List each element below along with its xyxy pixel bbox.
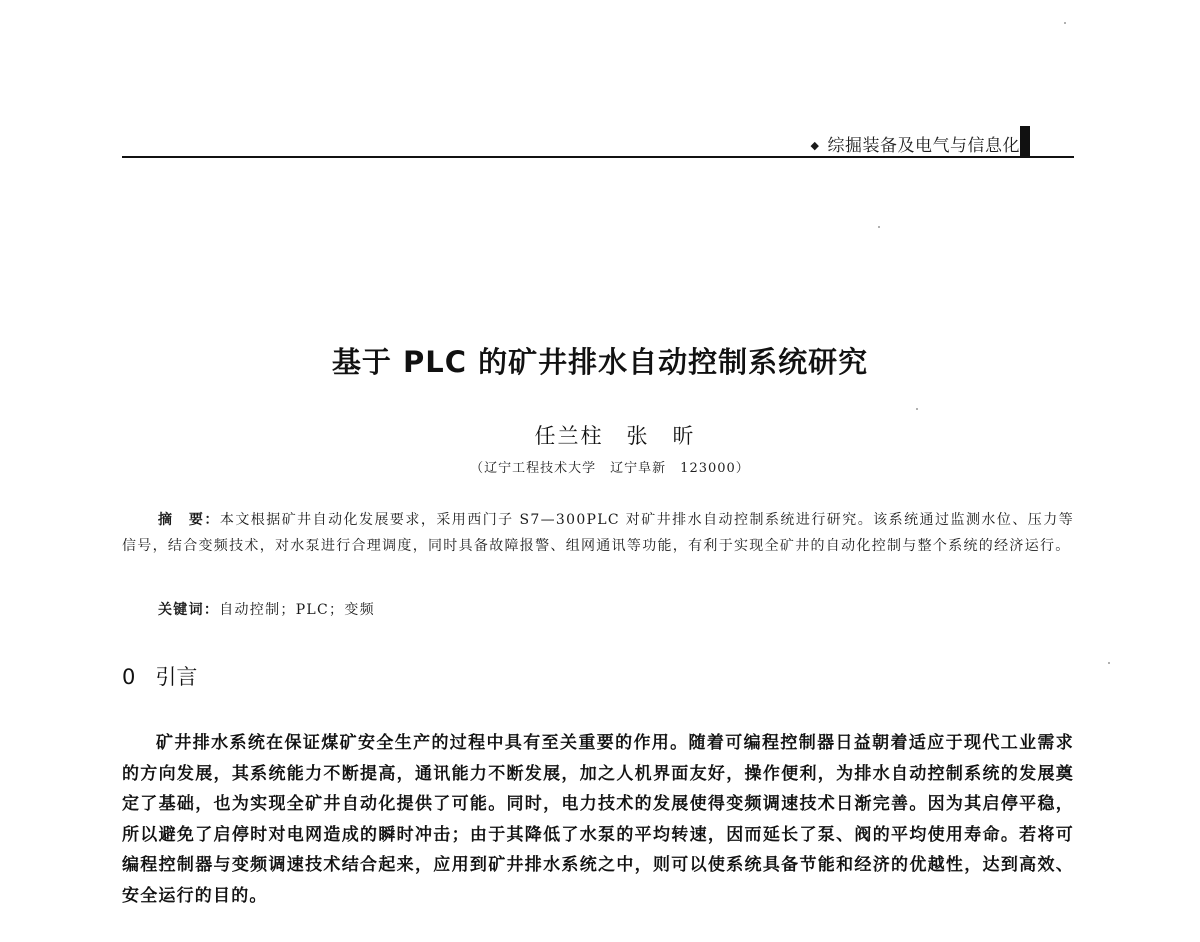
running-header-label: 综掘装备及电气与信息化 <box>827 136 1020 156</box>
article-authors: 任兰柱 张 昕 <box>534 424 696 448</box>
running-header <box>122 122 1074 158</box>
article-title: 基于 PLC 的矿井排水自动控制系统研究 <box>331 345 869 379</box>
scan-speck <box>916 408 918 410</box>
header-block-mark <box>1020 126 1030 156</box>
scan-speck <box>878 226 880 228</box>
section-heading <box>122 661 197 691</box>
abstract <box>122 507 1074 559</box>
body-paragraph: 矿井排水系统在保证煤矿安全生产的过程中具有至关重要的作用。随着可编程控制器日益朝着适应于现代工业需求的方向发展，其系统能力不断提高，通讯能力不断发展，加之人机界面友好，操作便利，为排水自动控制系统的发展奠定了基础，也为实现全矿井自动化提供了可能。同时，电力技术的发展使得变频调速技术日渐完善。因为其启停平稳，所以避免了启停时对电网造成的瞬时冲击；由于其降低了水泵的平均转速，因而延长了泵、阀的平均使用寿命。若将可编程控制器与变频调速技术结合起来，应用到矿井排水系统之中，则可以使系统具备节能和经济的优越性，达到高效、安全运行的目的。 <box>122 733 1074 906</box>
section-number: 0 <box>122 665 136 689</box>
keywords <box>158 599 375 619</box>
abstract-text: 本文根据矿井自动化发展要求，采用西门子 S7—300PLC 对矿井排水自动控制系统进行研究。该系统通过监测水位、压力等信号，结合变频技术，对水泵进行合理调度，同时具备故障报警、组网通讯等功能，有利于实现全矿井的自动化控制与整个系统的经济运行。 <box>122 512 1075 554</box>
diamond-bullet-icon: ◆ <box>810 139 820 152</box>
keywords-label: 关键词： <box>158 602 220 618</box>
abstract-label: 摘 要： <box>158 512 220 528</box>
scan-speck <box>1108 662 1110 664</box>
keywords-text: 自动控制；PLC；变频 <box>219 602 375 618</box>
header-rule <box>122 156 1074 158</box>
section-title: 引言 <box>155 665 198 689</box>
article-affiliation: （辽宁工程技术大学 辽宁阜新 123000） <box>470 461 750 476</box>
scan-speck <box>1064 22 1066 24</box>
running-header-section <box>811 131 1020 156</box>
